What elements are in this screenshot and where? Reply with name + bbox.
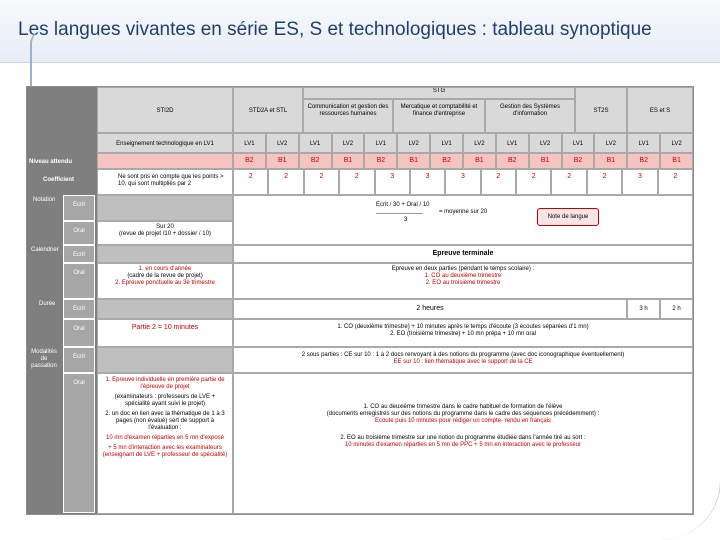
modal-oral-right-4: 2. EO au troisième trimestre sur une notion du programme étudiée dans l'année tiré au sort : <box>340 435 586 441</box>
header-stg-mercatique: Mercatique et comptabilité et finance d'entreprise <box>393 99 485 133</box>
sublabel-ecrit: Ecrit <box>63 299 95 319</box>
coef-cell: 3 <box>375 169 410 195</box>
coef-cell: 2 <box>268 169 303 195</box>
note-langue-callout: Note de langue <box>537 208 599 226</box>
niveau-cell: B2 <box>562 153 595 169</box>
modal-ecrit-1: 2 sous parties : CE sur 10 : 1 à 2 docs renvoyant à des notions du programme (avec doc iconographique éventuellement) <box>301 352 625 358</box>
cal-oral-right-2: 1. CO au deuxième trimestre <box>424 273 502 279</box>
lv-header-cell: LV2 <box>397 133 430 153</box>
modal-oral-right <box>233 373 693 514</box>
cal-oral-left <box>97 263 233 299</box>
coef-note: Ne sont pris en compte que les points > 10, qui sont multipliés par 2 <box>97 169 233 195</box>
notation-formula-cell <box>233 195 693 245</box>
lv-header-cell: LV1 <box>233 133 266 153</box>
formula-top: Ecrit / 30 + Oral / 10 <box>376 202 430 208</box>
coef-cell: 3 <box>445 169 480 195</box>
duree-oral-left: Partie 2 = 10 minutes <box>97 319 233 347</box>
duree-oral-right-2: 2. EO (troisième trimestre) + 10 mn prépa + 10 mn oral <box>389 331 537 337</box>
modal-oral-left-1: 1. Epreuve individuelle en première partie de l'épreuve de projet <box>105 377 225 390</box>
niveau-cell: B2 <box>496 153 529 169</box>
header-sti2d: STI2D <box>97 87 233 133</box>
sublabel-oral: Oral <box>63 263 95 299</box>
notation-oral-sur: Sur 20 <box>156 224 174 230</box>
duree-ecrit-blank <box>97 299 233 319</box>
duree-2-heures: 2 heures <box>233 299 627 319</box>
coef-cell: 2 <box>587 169 622 195</box>
row-label-duree: Durée <box>39 301 56 307</box>
notation-oral-detail: (revue de projet /10 + dossier / 10) <box>119 231 211 237</box>
lv-header-cell: LV2 <box>332 133 365 153</box>
coef-cell: 2 <box>481 169 516 195</box>
lv-header-cell: LV1 <box>299 133 332 153</box>
sublabel-oral: Oral <box>63 373 95 513</box>
row-label-coefficient: Coefficient <box>43 177 75 183</box>
cal-oral-right-1: Epreuve en deux parties (pendant le temps scolaire) : <box>391 266 535 272</box>
modal-ecrit-2: EE sur 10 : lien thématique avec le support de la CE <box>393 359 533 365</box>
lv-header-cell: LV2 <box>594 133 627 153</box>
synoptic-table <box>26 86 694 515</box>
lv-header-cell: LV2 <box>660 133 693 153</box>
niveau-cell: B2 <box>627 153 660 169</box>
modal-oral-left-2: (examinateurs : professeurs de LVE + spécialité ayant suivi le projet) <box>114 394 216 407</box>
modal-oral-left-3: 2. un doc en lien avec la thématique de 1 à 3 pages (non évalué) sert de support à l'évaluation : <box>105 411 225 431</box>
lv-header-cell: LV1 <box>496 133 529 153</box>
header-stg-si: Gestion des Systèmes d'information <box>485 99 575 133</box>
coef-cell: 2 <box>339 169 374 195</box>
duree-oral-right-1: 1. CO (deuxième trimestre) + 10 minutes après le temps d'écoute (3 écoutes séparées d'1 mn) <box>337 324 589 330</box>
niveau-blank <box>97 153 233 169</box>
lv-header-cell: LV2 <box>266 133 299 153</box>
coef-cell: 3 <box>410 169 445 195</box>
cal-oral-right <box>233 263 693 299</box>
formula-right: = moyenne sur 20 <box>439 209 488 215</box>
sublabel-ecrit: Ecrit <box>63 245 95 263</box>
niveau-cell: B1 <box>332 153 365 169</box>
modal-oral-right-5: 10 minutes d'examen réparties en 5 mn de PPC + 5 mn en interaction avec le professeur <box>344 442 582 448</box>
duree-2h: 2 h <box>660 299 693 319</box>
row-label-modalites: Modalités de passation <box>31 349 57 369</box>
notation-ecrit-blank <box>97 195 233 221</box>
niveau-cell: B2 <box>430 153 463 169</box>
modal-ecrit-right <box>233 347 693 373</box>
cal-oral-left-3: 2. Epreuve ponctuelle au 3è trimestre <box>115 280 215 286</box>
modal-oral-left <box>97 373 233 514</box>
header-st2s: ST2S <box>575 87 627 133</box>
sublabel-oral: Oral <box>63 221 95 245</box>
lv-header-cell: LV2 <box>529 133 562 153</box>
duree-oral-right <box>233 319 693 347</box>
header-es-s: ES et S <box>627 87 693 133</box>
coef-cell: 2 <box>551 169 586 195</box>
cal-oral-left-1: 1. en cours d'année <box>138 266 192 272</box>
niveau-cell: B1 <box>594 153 627 169</box>
page-title: Les langues vivantes en série ES, S et technologiques : tableau synoptique <box>18 19 652 40</box>
lv-header-cell: LV2 <box>463 133 496 153</box>
sublabel-ecrit: Ecrit <box>63 195 95 221</box>
coef-cell: 3 <box>622 169 657 195</box>
niveau-cell: B1 <box>529 153 562 169</box>
lv-header-cell: LV1 <box>364 133 397 153</box>
niveau-cell: B2 <box>299 153 332 169</box>
lv-header-cell: LV1 <box>627 133 660 153</box>
row-label-calendrier: Calendrier <box>31 247 59 253</box>
modal-oral-right-3: Ecoute puis 10 minutes pour rédiger un compte- rendu en français <box>374 418 552 424</box>
lv-header-cell: LV1 <box>430 133 463 153</box>
coef-cell: 2 <box>233 169 268 195</box>
header-stg-rh: Communication et gestion des ressources humaines <box>303 99 393 133</box>
duree-3h: 3 h <box>627 299 660 319</box>
formula-bottom: 3 <box>404 217 408 223</box>
row-label-niveau: Niveau attendu <box>29 159 73 165</box>
modal-oral-left-5: + 5 mn d'interaction avec les examinateurs (enseignant de LVE + professeur de spécialité) <box>102 445 228 458</box>
niveau-cell: B1 <box>463 153 496 169</box>
decorative-corner <box>640 470 720 540</box>
cal-ecrit-blank <box>97 245 233 263</box>
epreuve-terminale: Epreuve terminale <box>233 245 693 263</box>
cal-oral-right-3: 2. EO au troisième trimestre <box>425 280 501 286</box>
niveau-cell: B1 <box>266 153 299 169</box>
header-ens-tech: Enseignement technologique en LV1 <box>97 133 233 153</box>
modal-oral-left-4: 10 mn d'examen réparties en 5 mn d'exposé <box>105 435 225 441</box>
notation-oral-cell <box>97 221 233 245</box>
coef-cell: 2 <box>516 169 551 195</box>
niveau-cell: B1 <box>397 153 430 169</box>
modal-ecrit-blank <box>97 347 233 373</box>
sublabel-oral: Oral <box>63 319 95 347</box>
coef-cell: 2 <box>304 169 339 195</box>
formula-line: ______________ <box>376 208 423 214</box>
lv-header-cell: LV1 <box>562 133 595 153</box>
sublabel-ecrit: Ecrit <box>63 347 95 373</box>
coef-cell: 2 <box>658 169 693 195</box>
niveau-cell: B1 <box>660 153 693 169</box>
modal-oral-right-1: 1. CO au deuxième trimestre dans le cadre habituel de formation de l'élève <box>363 404 563 410</box>
niveau-cell: B2 <box>364 153 397 169</box>
row-label-notation: Notation <box>33 197 56 203</box>
header-std2a-stl: STD2A et STL <box>233 87 303 133</box>
header-stg: STG <box>303 87 575 99</box>
modal-oral-right-2: (documents enregistrés sur des notions du programme dans le cadre des séquences précédemment) : <box>326 411 600 417</box>
cal-oral-left-2: (cadre de la revue de projet) <box>127 273 203 279</box>
niveau-cell: B2 <box>233 153 266 169</box>
